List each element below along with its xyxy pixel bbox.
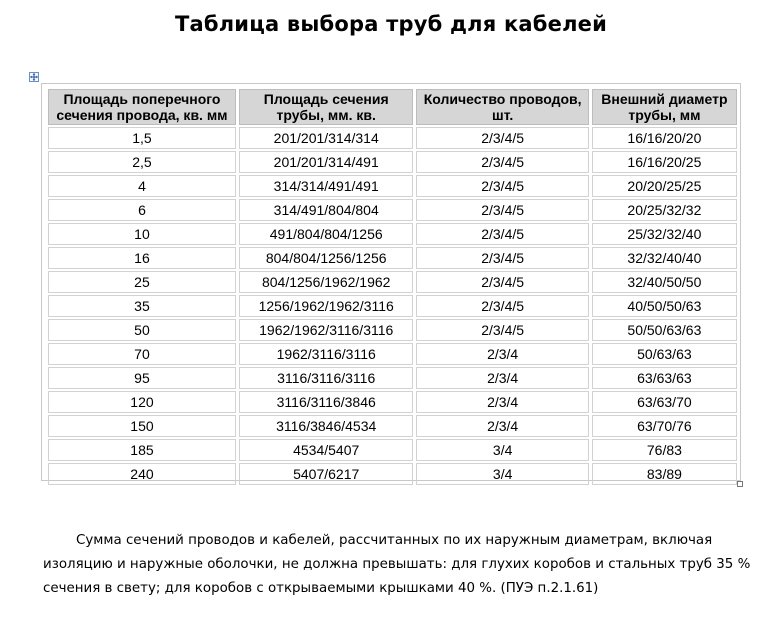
cell-wire-count: 3/4 (416, 463, 588, 485)
cell-pipe-diameter: 83/89 (592, 463, 737, 485)
table-row (48, 439, 737, 461)
cell-wire-count: 2/3/4/5 (416, 151, 588, 173)
cell-pipe-diameter: 50/63/63 (592, 343, 737, 365)
note-line: изоляцию и наружные оболочки, не должна превышать: для глухих коробов и стальных труб 35 % (43, 557, 751, 572)
table-row (48, 319, 737, 341)
cell-pipe-area: 201/201/314/314 (239, 127, 414, 149)
cell-cable-section: 95 (48, 367, 236, 389)
cell-wire-count: 2/3/4/5 (416, 223, 588, 245)
cell-wire-count: 2/3/4/5 (416, 295, 588, 317)
cell-wire-count: 2/3/4 (416, 367, 588, 389)
table-row (48, 223, 737, 245)
cell-wire-count: 2/3/4/5 (416, 271, 588, 293)
note-line: сечения в свету; для коробов с открываемыми крышками 40 %. (ПУЭ п.2.1.61) (43, 581, 599, 596)
cell-wire-count: 2/3/4/5 (416, 247, 588, 269)
table-header-row (48, 89, 737, 125)
cell-pipe-area: 314/491/804/804 (239, 199, 414, 221)
cell-pipe-area: 1256/1962/1962/3116 (239, 295, 414, 317)
cell-cable-section: 50 (48, 319, 236, 341)
cell-pipe-area: 804/804/1256/1256 (239, 247, 414, 269)
cell-wire-count: 2/3/4/5 (416, 199, 588, 221)
cell-cable-section: 120 (48, 391, 236, 413)
table-row (48, 199, 737, 221)
table-row (48, 343, 737, 365)
table-row (48, 367, 737, 389)
table-row (48, 127, 737, 149)
cell-pipe-area: 3116/3116/3846 (239, 391, 414, 413)
cell-pipe-area: 491/804/804/1256 (239, 223, 414, 245)
cell-wire-count: 2/3/4 (416, 343, 588, 365)
cell-pipe-diameter: 20/20/25/25 (592, 175, 737, 197)
cell-pipe-area: 314/314/491/491 (239, 175, 414, 197)
cell-cable-section: 2,5 (48, 151, 236, 173)
cell-cable-section: 10 (48, 223, 236, 245)
cell-pipe-area: 1962/3116/3116 (239, 343, 414, 365)
table-row (48, 175, 737, 197)
cell-cable-section: 6 (48, 199, 236, 221)
cell-pipe-diameter: 25/32/32/40 (592, 223, 737, 245)
header-cable-section: Площадь поперечного сечения провода, кв. мм (48, 89, 236, 125)
cell-pipe-diameter: 16/16/20/20 (592, 127, 737, 149)
table-row (48, 247, 737, 269)
cell-pipe-diameter: 50/50/63/63 (592, 319, 737, 341)
table-row (48, 415, 737, 437)
cell-pipe-area: 3116/3116/3116 (239, 367, 414, 389)
cell-cable-section: 185 (48, 439, 236, 461)
cell-pipe-area: 3116/3846/4534 (239, 415, 414, 437)
header-pipe-diameter: Внешний диаметр трубы, мм (592, 89, 737, 125)
cell-wire-count: 2/3/4 (416, 391, 588, 413)
cell-pipe-diameter: 76/83 (592, 439, 737, 461)
note-paragraph (43, 529, 751, 601)
cell-cable-section: 35 (48, 295, 236, 317)
table-row (48, 295, 737, 317)
table-frame (41, 83, 741, 481)
header-pipe-area: Площадь сечения трубы, мм. кв. (239, 89, 414, 125)
cell-pipe-diameter: 20/25/32/32 (592, 199, 737, 221)
cell-pipe-diameter: 32/40/50/50 (592, 271, 737, 293)
cell-pipe-area: 4534/5407 (239, 439, 414, 461)
cell-cable-section: 16 (48, 247, 236, 269)
cell-pipe-area: 804/1256/1962/1962 (239, 271, 414, 293)
cell-pipe-diameter: 40/50/50/63 (592, 295, 737, 317)
header-wire-count: Количество проводов, шт. (416, 89, 588, 125)
cell-cable-section: 1,5 (48, 127, 236, 149)
cell-cable-section: 4 (48, 175, 236, 197)
cell-pipe-diameter: 63/70/76 (592, 415, 737, 437)
cell-pipe-diameter: 16/16/20/25 (592, 151, 737, 173)
cell-cable-section: 240 (48, 463, 236, 485)
cell-pipe-area: 5407/6217 (239, 463, 414, 485)
table-resize-handle[interactable] (737, 481, 743, 487)
cell-pipe-area: 201/201/314/491 (239, 151, 414, 173)
cell-wire-count: 2/3/4/5 (416, 319, 588, 341)
pipe-selection-table (45, 87, 740, 487)
cell-pipe-diameter: 32/32/40/40 (592, 247, 737, 269)
cell-pipe-diameter: 63/63/70 (592, 391, 737, 413)
cell-wire-count: 2/3/4 (416, 415, 588, 437)
cell-cable-section: 70 (48, 343, 236, 365)
table-row (48, 271, 737, 293)
cell-pipe-diameter: 63/63/63 (592, 367, 737, 389)
note-line: Сумма сечений проводов и кабелей, рассчитанных по их наружным диаметрам, включая (76, 533, 713, 548)
table-row (48, 151, 737, 173)
cell-wire-count: 3/4 (416, 439, 588, 461)
table-row (48, 391, 737, 413)
page-title: Таблица выбора труб для кабелей (174, 12, 608, 36)
cell-cable-section: 25 (48, 271, 236, 293)
table-move-handle-icon[interactable] (29, 72, 39, 82)
cell-cable-section: 150 (48, 415, 236, 437)
cell-wire-count: 2/3/4/5 (416, 127, 588, 149)
table-row (48, 463, 737, 485)
cell-pipe-area: 1962/1962/3116/3116 (239, 319, 414, 341)
cell-wire-count: 2/3/4/5 (416, 175, 588, 197)
